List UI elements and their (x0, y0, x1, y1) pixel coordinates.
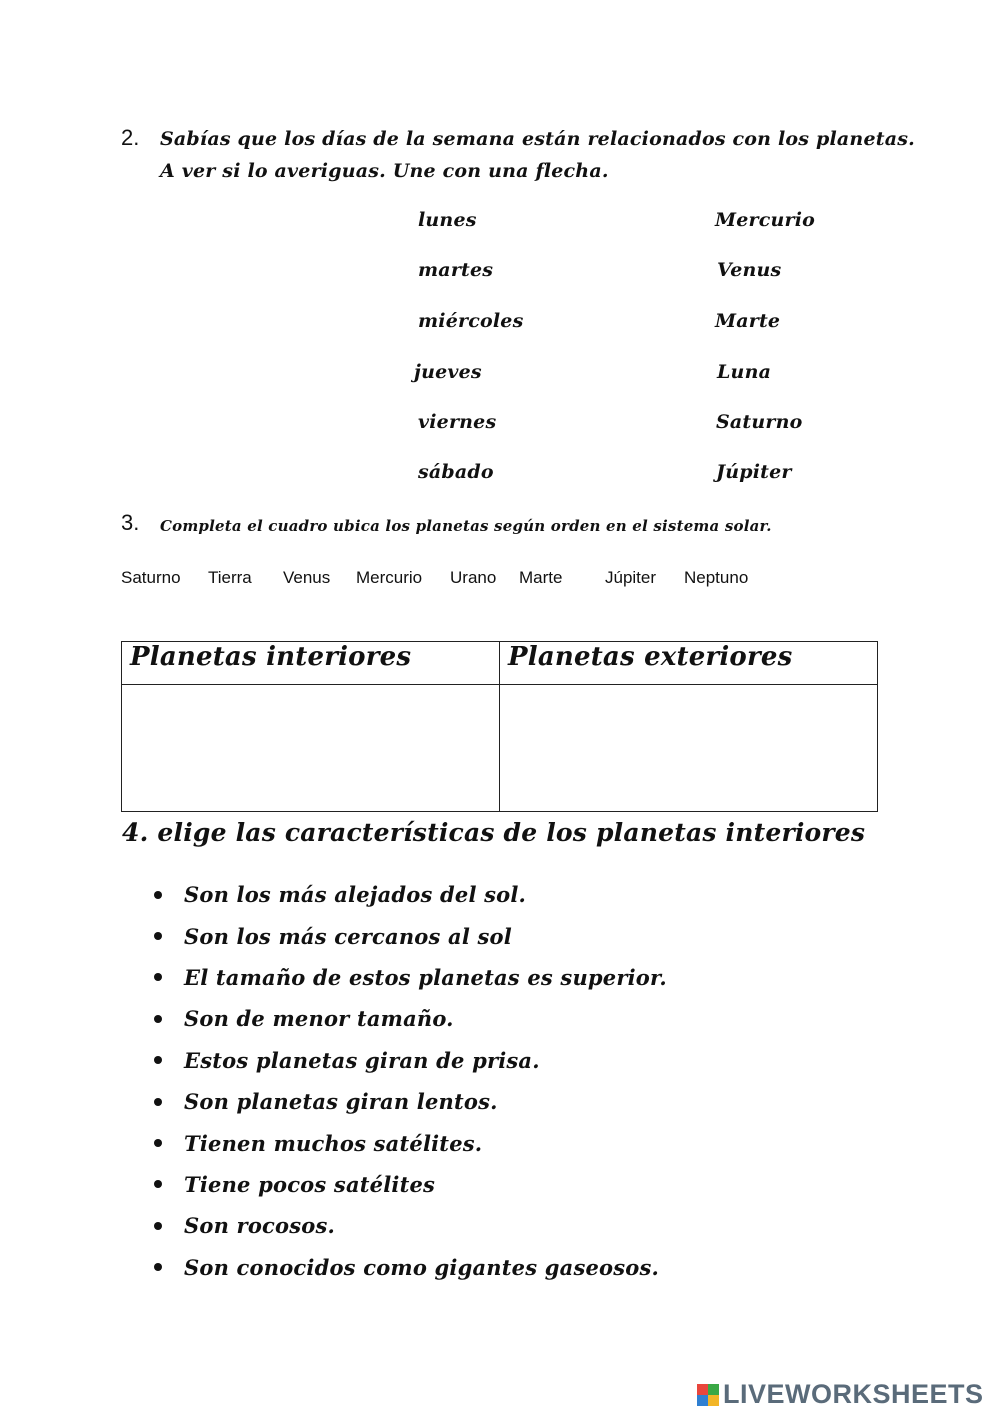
word-bank-item[interactable]: Mercurio (356, 568, 423, 587)
q3-instruction: Completa el cuadro ubica los planetas según orden en el sistema solar. (160, 517, 772, 535)
word-bank-item[interactable]: Júpiter (605, 568, 657, 587)
word-bank-item[interactable]: Marte (519, 568, 563, 587)
logo-square-4 (708, 1395, 719, 1406)
bullet-icon (154, 1015, 162, 1023)
bullet-icon (154, 891, 162, 899)
bullet-icon (154, 1263, 162, 1271)
option-label: Tiene pocos satélites (184, 1171, 436, 1197)
option-item[interactable] (150, 1164, 667, 1205)
exterior-planets-header: Planetas exteriores (500, 642, 878, 685)
day-item[interactable]: lunes (418, 209, 477, 231)
option-item[interactable] (150, 1081, 667, 1122)
bullet-icon (154, 973, 162, 981)
option-label: Son planetas giran lentos. (184, 1089, 498, 1115)
q2-number: 2. (121, 125, 140, 150)
q3-number: 3. (121, 510, 140, 535)
option-item[interactable] (150, 998, 667, 1039)
bullet-icon (154, 1180, 162, 1188)
logo-text: LIVEWORKSHEETS (723, 1379, 984, 1409)
option-label: Son de menor tamaño. (184, 1006, 454, 1032)
logo-square-1 (697, 1384, 708, 1395)
q4-options-list (150, 874, 667, 1288)
q2-instruction-line1: Sabías que los días de la semana están relacionados con los planetas. (160, 128, 915, 150)
planet-item[interactable]: Luna (717, 361, 772, 383)
word-bank-item[interactable]: Neptuno (684, 568, 749, 587)
option-item[interactable] (150, 1122, 667, 1163)
day-item[interactable]: sábado (418, 461, 494, 483)
liveworksheets-logo-icon (697, 1384, 719, 1406)
word-bank-item[interactable]: Tierra (208, 568, 252, 587)
exterior-planets-dropzone[interactable] (500, 685, 878, 812)
option-item[interactable] (150, 1205, 667, 1246)
planets-table (121, 641, 878, 812)
word-bank-item[interactable]: Urano (450, 568, 497, 587)
option-label: El tamaño de estos planetas es superior. (184, 964, 667, 990)
word-bank-item[interactable]: Venus (283, 568, 331, 587)
option-item[interactable] (150, 874, 667, 915)
liveworksheets-logo (697, 1379, 984, 1410)
bullet-icon (154, 1222, 162, 1230)
interior-planets-dropzone[interactable] (122, 685, 500, 812)
option-item[interactable] (150, 1040, 667, 1081)
option-label: Tienen muchos satélites. (184, 1130, 483, 1156)
interior-planets-header: Planetas interiores (122, 642, 500, 685)
word-bank-item[interactable]: Saturno (121, 568, 181, 587)
option-label: Son los más cercanos al sol (184, 923, 512, 949)
day-item[interactable]: martes (418, 259, 494, 281)
planet-item[interactable]: Mercurio (715, 209, 816, 231)
option-label: Son los más alejados del sol. (184, 882, 527, 908)
bullet-icon (154, 1056, 162, 1064)
bullet-icon (154, 932, 162, 940)
q4-title: 4. elige las características de los planetas interiores (122, 818, 866, 847)
day-item[interactable]: jueves (414, 361, 482, 383)
option-item[interactable] (150, 915, 667, 956)
option-item[interactable] (150, 957, 667, 998)
planet-item[interactable]: Saturno (716, 411, 803, 433)
option-item[interactable] (150, 1247, 667, 1288)
planet-item[interactable]: Venus (717, 259, 782, 281)
q2-instruction-line2: A ver si lo averiguas. Une con una flecha. (160, 160, 609, 182)
option-label: Estos planetas giran de prisa. (184, 1047, 540, 1073)
option-label: Son conocidos como gigantes gaseosos. (184, 1254, 659, 1280)
logo-square-3 (697, 1395, 708, 1406)
bullet-icon (154, 1098, 162, 1106)
planet-item[interactable]: Júpiter (716, 461, 792, 483)
logo-square-2 (708, 1384, 719, 1395)
day-item[interactable]: viernes (418, 411, 497, 433)
bullet-icon (154, 1139, 162, 1147)
day-item[interactable]: miércoles (418, 310, 524, 332)
option-label: Son rocosos. (184, 1213, 335, 1239)
planet-item[interactable]: Marte (715, 310, 781, 332)
